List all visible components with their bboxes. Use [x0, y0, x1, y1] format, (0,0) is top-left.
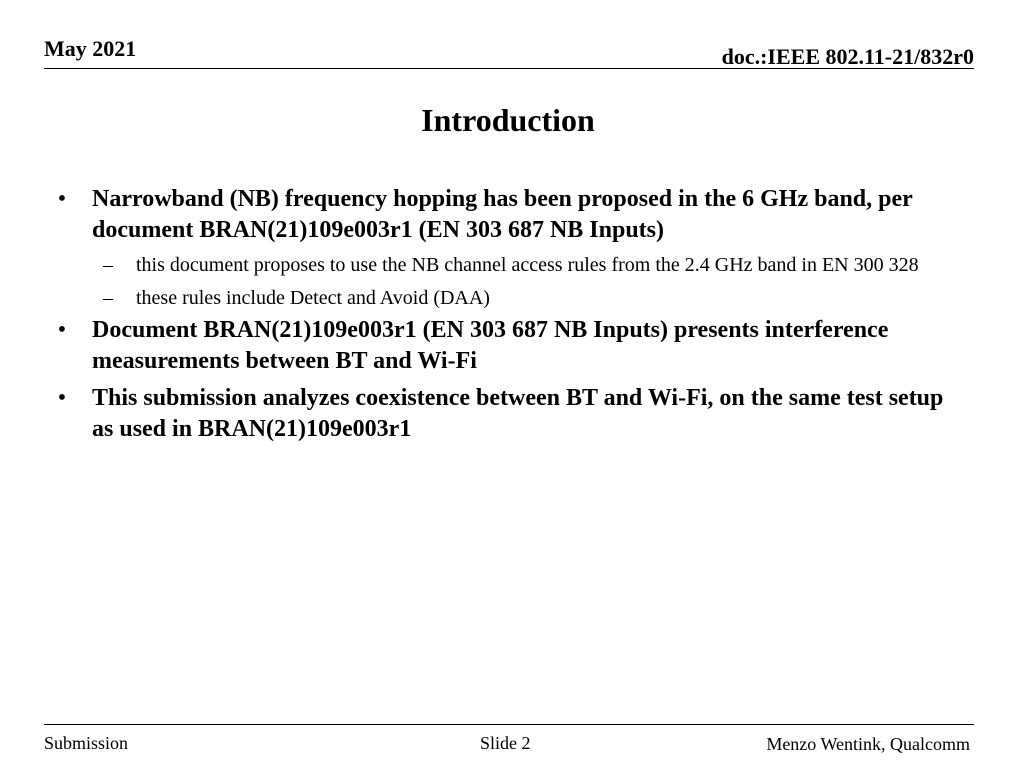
sub-bullet-marker: – [103, 287, 113, 309]
sub-bullet-item [52, 285, 952, 311]
bullet-text: This submission analyzes coexistence between BT and Wi-Fi, on the same test setup as used in BRAN(21)109e003r1 [92, 385, 944, 442]
bullet-item [52, 383, 952, 445]
slide-title: Introduction [421, 102, 595, 138]
bullet-text: Document BRAN(21)109e003r1 (EN 303 687 NB Inputs) presents interference measurements between BT and Wi-Fi [92, 317, 889, 374]
header-date: May 2021 [44, 36, 137, 61]
bullet-marker: • [57, 385, 67, 411]
bullet-text: Narrowband (NB) frequency hopping has been proposed in the 6 GHz band, per document BRAN(21)109e003r1 (EN 303 687 NB Inputs) [92, 186, 913, 243]
sub-bullet-list [52, 252, 952, 311]
footer-divider [44, 724, 974, 725]
sub-bullet-text: this document proposes to use the NB channel access rules from the 2.4 GHz band in EN 300 328 [136, 254, 919, 276]
header-divider [44, 68, 974, 69]
bullet-item [52, 184, 952, 246]
footer-submission-label: Submission [44, 733, 129, 753]
sub-bullet-marker: – [103, 254, 113, 276]
sub-bullet-text: these rules include Detect and Avoid (DAA) [136, 287, 490, 309]
bullet-marker: • [57, 317, 67, 343]
slide-number: Slide 2 [480, 733, 531, 753]
footer-author: Menzo Wentink, Qualcomm [766, 734, 970, 754]
sub-bullet-item [52, 252, 952, 278]
slide-body [52, 184, 952, 451]
document-id: doc.:IEEE 802.11-21/832r0 [721, 44, 974, 69]
bullet-marker: • [57, 186, 67, 212]
bullet-item [52, 315, 952, 377]
